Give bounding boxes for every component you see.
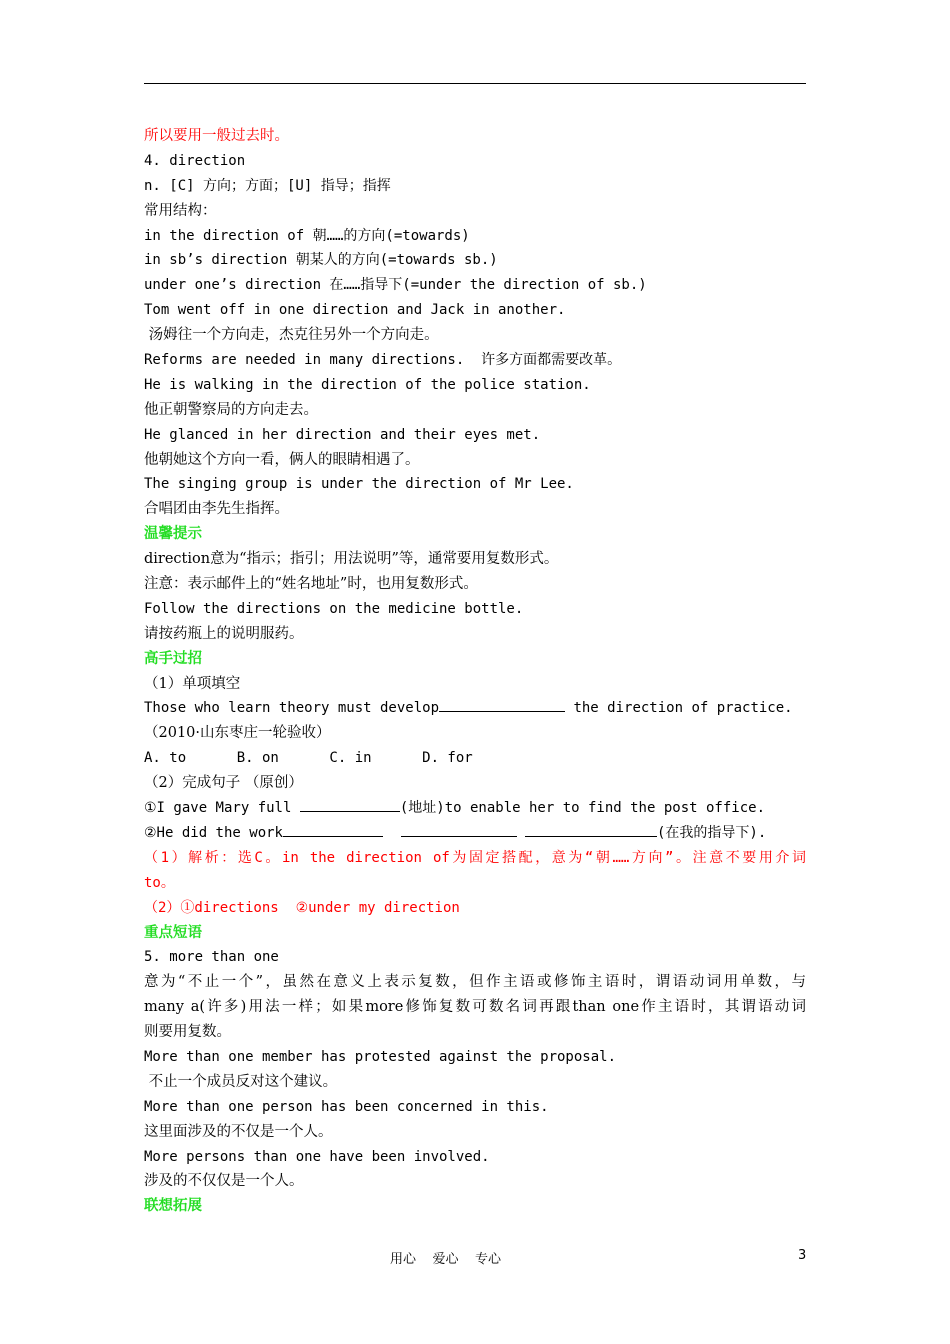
answer-options: A. to B. on C. in D. for [144,750,473,767]
header-rule [144,83,806,84]
definition: n. [C] 方向；方面；[U] 指导；指挥 [144,177,391,194]
vocab-heading: 4. direction [144,152,246,169]
section-heading-tip: 温馨提示 [144,526,202,543]
tip-text: direction意为“指示；指引；用法说明”等，通常要用复数形式。 [144,551,559,568]
answer-blank [300,797,400,812]
example-sentence: He glanced in her direction and their eyes met. [144,426,541,443]
example-sentence: Tom went off in one direction and Jack in another. [144,302,566,319]
question-text: Those who learn theory must develop [144,700,440,717]
page-footer [0,1248,950,1268]
structure-item: under one’s direction 在……指导下(=under the direction of sb.) [144,277,647,294]
exercise-question [144,696,806,721]
phrase-explanation: many a(许多)用法一样；如果more修饰复数可数名词再跟than one作主语时，其谓语动词 [144,999,806,1016]
footer-motto: 用心 爱心 专心 [390,1252,502,1267]
structure-item: in sb’s direction 朝某人的方向(=towards sb.) [144,252,498,269]
exercise-question [144,796,806,821]
example-translation: 汤姆往一个方向走，杰克往另外一个方向走。 [144,327,439,344]
answer-blank [525,822,657,837]
question-text: the direction of practice. [565,700,793,717]
phrase-explanation: 意为“不止一个”，虽然在意义上表示复数，但作主语或修饰主语时，谓语动词用单数，与 [144,974,806,991]
answer-blank [439,697,565,712]
section-heading-phrase: 重点短语 [144,924,202,941]
question-text: ②He did the work [144,824,283,841]
phrase-explanation: 则要用复数。 [144,1024,231,1041]
example-translation: 不止一个成员反对这个建议。 [144,1073,338,1090]
example-sentence: More persons than one have been involved. [144,1148,490,1165]
answer-blank [283,822,383,837]
example-translation: 合唱团由李先生指挥。 [144,501,289,518]
question-text: (在我的指导下). [656,824,767,841]
example-sentence: More than one member has protested against the proposal. [144,1048,617,1065]
question-source: （2010·山东枣庄一轮验收） [144,725,331,742]
answer-blank [401,822,517,837]
exercise-part-title: （2）完成句子 （原创） [144,775,303,792]
example-sentence: He is walking in the direction of the police station. [144,376,591,393]
example-sentence: More than one person has been concerned in this. [144,1098,549,1115]
section-heading-extension: 联想拓展 [144,1198,202,1215]
example-translation: 请按药瓶上的说明服药。 [144,625,304,642]
answer-explanation: （1）解析：选C。in the direction of为固定搭配，意为“朝……方向”。注意不要用介词 [144,849,806,866]
structure-item: in the direction of 朝……的方向(=towards) [144,227,470,244]
section-heading-exercise: 高手过招 [144,650,202,667]
example-sentence: The singing group is under the direction of Mr Lee. [144,476,574,493]
exercise-part-title: （1）单项填空 [144,675,241,692]
page-number: 3 [798,1248,807,1263]
tip-text: 注意：表示邮件上的“姓名地址”时，也用复数形式。 [144,576,478,593]
document-body [144,124,806,1219]
question-text: (地址)to enable her to find the post office. [399,800,765,817]
question-text: ①I gave Mary full [144,800,300,817]
answer-explanation: to。 [144,874,175,891]
example-sentence: Follow the directions on the medicine bottle. [144,600,524,617]
example-translation: 他正朝警察局的方向走去。 [144,401,318,418]
example-translation: 涉及的不仅仅是一个人。 [144,1173,304,1190]
answer-key: （2）①directions ②under my direction [144,899,460,916]
exercise-question [144,821,806,846]
structure-label: 常用结构： [144,202,217,219]
example-sentence: Reforms are needed in many directions. 许多方面都需要改革。 [144,352,622,369]
example-translation: 他朝她这个方向一看，俩人的眼睛相遇了。 [144,451,420,468]
example-translation: 这里面涉及的不仅是一个人。 [144,1123,333,1140]
vocab-heading: 5. more than one [144,949,279,966]
answer-note: 所以要用一般过去时。 [144,128,289,144]
